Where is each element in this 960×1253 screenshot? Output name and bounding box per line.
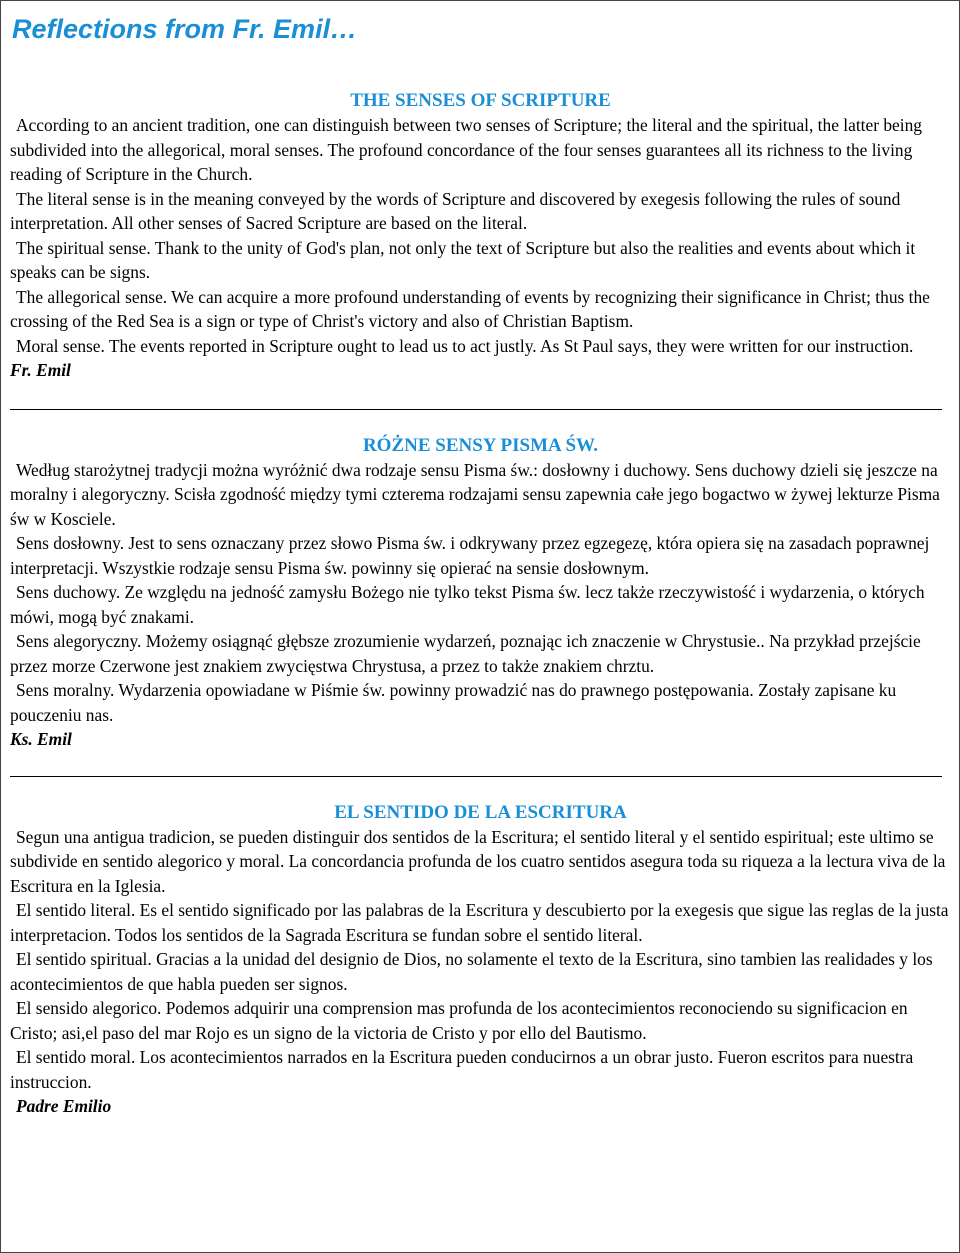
section-divider [10,776,942,777]
paragraph: According to an ancient tradition, one can distinguish between two senses of Scripture; the literal and the spiritual, the latter being subdivided into the allegorical, moral senses. The profound concordance of the four senses guarantees all its richness to the living reading of Scripture in the Church. [10,115,922,184]
paragraph: El sensido alegorico. Podemos adquirir una comprension mas profunda de los acontecimientos reconociendo su significacion en Cristo; asi,el paso del mar Rojo es un signo de la victoria de Cristo y por ello del Bautismo. [10,998,908,1043]
paragraph: Według starożytnej tradycji można wyróżnić dwa rodzaje sensu Pisma św.: dosłowny i duchowy. Sens duchowy dzieli się jeszcze na moralny i alegoryczny. Scisła zgodność między tymi czterema rodzajami sensu zapewnia całe jego bogactwo w żywej lekturze Pisma św w Kosciele. [10,459,940,529]
section-spanish [10,801,951,1119]
paragraph: Sens alegoryczny. Możemy osiągnąć głębsze zrozumienie wydarzeń, poznając ich znaczenie w Chrystusie.. Na przykład przejście przez morze Czerwone jest znakiem zwycięstwa Chrystusa, a przez to także znakiem chrztu. [10,631,921,676]
section-heading: THE SENSES OF SCRIPTURE [350,90,611,111]
paragraph: Segun una antigua tradicion, se pueden distinguir dos sentidos de la Escritura; el sentido literal y el sentido espiritual; este ultimo se subdivide en sentido alegorico y moral. La concordancia profunda de los cuatro sentidos asegura toda su riqueza a la lectura viva de la Escritura en la Iglesia. [10,826,946,896]
paragraph: El sentido literal. Es el sentido significado por las palabras de la Escritura y descubierto por la exegesis que sigue las reglas de la justa interpretacion. Todos los sentidos de la Sagrada Escritura se fundan sobre el sentido literal. [10,900,949,945]
paragraph: The spiritual sense. Thank to the unity of God's plan, not only the text of Scripture but also the realities and events about which it speaks can be signs. [10,237,916,282]
paragraph: Sens dosłowny. Jest to sens oznaczany przez słowo Pisma św. i odkrywany przez egzegezę, która opiera się na zasadach poprawnej interpretacji. Wszystkie rodzaje sensu Pisma św. powinny się opierać na sensie dosłownym. [10,533,930,578]
signature: Fr. Emil [10,360,71,380]
section-heading: RÓŻNE SENSY PISMA ŚW. [362,434,599,456]
paragraph: El sentido spiritual. Gracias a la unidad del designio de Dios, no solamente el texto de la Escritura, sino tambien las realidades y los acontecimientos de que habla pueden ser signos. [10,949,933,994]
section-heading: EL SENTIDO DE LA ESCRITURA [334,801,627,823]
paragraph: Moral sense. The events reported in Scripture ought to lead us to act justly. As St Paul says, they were written for our instruction. [16,335,914,356]
section-polish [10,434,951,752]
paragraph: The literal sense is in the meaning conveyed by the words of Scripture and discovered by exegesis following the rules of sound interpretation. All other senses of Sacred Scripture are based on the literal. [10,188,901,233]
paragraph: El sentido moral. Los acontecimientos narrados en la Escritura pueden conducirnos a un obrar justo. Fueron escritos para nuestra instruccion. [10,1047,914,1092]
paragraph: The allegorical sense. We can acquire a more profound understanding of events by recognizing their significance in Christ; thus the crossing of the Red Sea is a sign or type of Christ's victory and also of Christian Baptism. [10,286,930,331]
paragraph: Sens moralny. Wydarzenia opowiadane w Piśmie św. powinny prowadzić nas do prawnego postępowania. Zostały zapisane ku pouczeniu nas. [10,680,897,725]
page-title: Reflections from Fr. Emil… [12,14,358,44]
signature: Ks. Emil [10,729,72,749]
paragraph: Sens duchowy. Ze względu na jedność zamysłu Bożego nie tylko tekst Pisma św. lecz także rzeczywistość i wydarzenia, o których mówi, mogą być znakami. [10,582,925,627]
section-english [10,89,951,383]
signature: Padre Emilio [16,1096,112,1116]
section-divider [10,409,942,410]
